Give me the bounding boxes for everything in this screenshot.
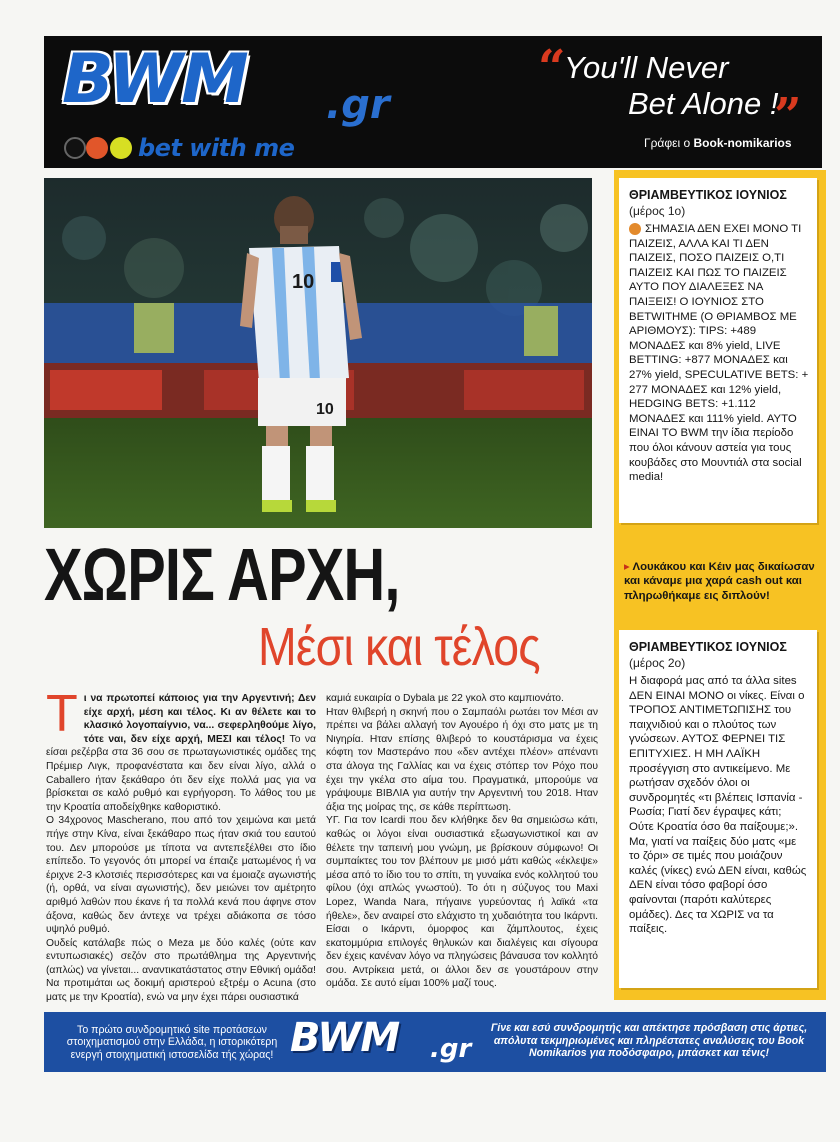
article-paragraph: Ουδείς κατάλαβε πώς ο Meza με δύο καλές (ούτε καν εντυπωσιακές) σεζόν στο πρωτάθλημα της Αργεντινής (απλώς) να γίνεται... αναντικατάστατος στην Εθνική ομάδα! Να προτιμάται ως δοκιμή αριστερού εξτρέμ ο Acuna (στο ματς με την Κροατία), ενώ να μην έχει πάρει ουσιαστικά — [46, 937, 316, 1004]
footer-left-text: Το πρώτο συνδρομητικό site προτάσεων στοιχηματισμού στην Ελλάδα, η ιστορικότερη ενεργή στοιχηματική ιστοσελίδα τής χώρας! — [66, 1024, 278, 1061]
article-text: Το να είσαι ρεζέρβα στα 36 σου σε πρωταγωνιστικές ομάδες της Πρέμιερ Λιγκ, προφανέστατα και δεν είναι λίγο, αλλά ο Caballero ήταν ξεκάθαρο ότι δεν είχε πολλά μας για να βρίσκεται σε καλό ρυθμό και εγρήγορση. Το λάθος του με την Κροατία αποδείχθηκε καθοριστικό. — [46, 733, 317, 813]
quote-open-mark: “ — [538, 40, 566, 96]
article-paragraph: Ο 34χρονος Mascherano, που από τον χειμώνα και μετά πήγε στην Κίνα, είναι ξεκάθαρο πως ήταν σκιά του εαυτού του. Δεν μπορούσε με τίποτα να αντεπεξέλθει στο ίδιο επίπεδο. Το γεγονός ότι μπορεί να έπαιζε ματωμένος ή να έριχνε 2-3 κλοτσιές περισσότερες και να έμοιαζε αγωνιστής (ή, ορθά, να είναι αγωνιστής), δεν μειώνει τον αμέτρητο αριθμό λαθών που έκανε ή τα πολλά κενά που άφηνε στον άξονα, καθώς δεν άντεχε να τρέχει αδιάκοπα σε τόσο υψηλό ρυθμό. — [46, 815, 316, 936]
sidebar-note — [624, 560, 820, 603]
article-photo — [44, 178, 592, 528]
subheadline: Μέσι και τέλος — [258, 617, 540, 677]
header-banner — [44, 36, 822, 168]
byline-author: Book-nomikarios — [693, 136, 792, 150]
logo-domain: .gr — [326, 82, 390, 128]
sidebar-box-part1 — [619, 178, 817, 523]
dropcap: Τ — [46, 685, 78, 743]
basketball-icon — [86, 137, 108, 159]
bullet-icon — [629, 223, 641, 235]
sidebar-box-part2 — [619, 630, 817, 988]
footer-advert — [44, 1012, 826, 1072]
sidebar — [614, 170, 826, 1000]
byline — [644, 136, 792, 150]
footer-bwm-logo: BWM — [290, 1015, 400, 1061]
footer-right-text: Γίνε και εσύ συνδρομητής και απέκτησε πρόσβαση στις άρτιες, απόλυτα τεκμηριωμένες και πληρέστατες αναλύσεις του Book Nomikarios για ποδόσφαιρο, μπάσκετ και τένις! — [490, 1022, 808, 1060]
sports-balls-icon — [64, 135, 134, 161]
arrow-right-icon: ▸ — [624, 561, 633, 573]
box-subtitle: (μέρος 2ο) — [629, 656, 686, 670]
soccer-ball-icon — [64, 137, 86, 159]
logo-tagline: bet with me — [138, 134, 295, 162]
box-text — [629, 222, 809, 485]
box-subtitle: (μέρος 1ο) — [629, 204, 686, 218]
article-column-1 — [46, 685, 317, 1005]
footer-logo-domain: .gr — [430, 1034, 472, 1064]
box-title: ΘΡΙΑΜΒΕΥΤΙΚΟΣ ΙΟΥΝΙΟΣ — [629, 188, 787, 202]
shorts-number: 10 — [316, 401, 334, 418]
quote-close-mark: ” — [774, 88, 802, 144]
article-lead: ι να πρωτοπεί κάποιος για την Αργεντινή; Δεν είχε αρχή, μέση και τέλος. Κι αν θέλετε και το κλασικό λογοπαίγνιο, να... σεφερληθούμε λίγο, τότε ναι, δεν είχε αρχή, ΜΕΣΙ και τέλος! — [83, 693, 316, 745]
jersey-number: 10 — [292, 271, 315, 293]
slogan-line-2: Bet Alone ! — [628, 86, 779, 121]
tennis-ball-icon — [110, 137, 132, 159]
football-player-photo — [44, 178, 592, 528]
note-text: Λουκάκου και Κέιν μας δικαίωσαν και κάναμε μια χαρά cash out και πληρωθήκαμε εις διπλούν! — [624, 561, 815, 602]
headline: ΧΩΡΙΣ ΑΡΧΗ, — [44, 533, 400, 616]
byline-prefix: Γράφει ο — [644, 136, 694, 150]
article-paragraph: καμιά ευκαιρία ο Dybala με 22 γκολ στο καμπιονάτο. — [326, 693, 564, 704]
article-lead-paragraph — [46, 685, 317, 814]
box-text: Η διαφορά μας από τα άλλα sites ΔΕΝ ΕΙΝΑΙ ΜΟΝΟ οι νίκες. Είναι ο ΤΡΟΠΟΣ ΑΝΤΙΜΕΤΩΠΙΣΗΣ του παιχνιδιού και ο πλούτος των γνώσεων. ΑΥΤΟΣ ΦΕΡΝΕΙ ΤΙΣ ΕΠΙΤΥΧΙΕΣ. Η ΜΗ ΛΑΪΚΗ προσέγγιση στο αντικείμενο. Με ρωτήσαν σχεδόν όλοι οι συνδρομητές «τι βλέπεις Ισπανία - Ρωσία; Γιατί δεν έγραψες κάτι; Ούτε Κροατία όσο θα παίξουμε;». Μα, γιατί να παίξεις δύο ματς «με το ζόρι» σε τιμές που μοιάζουν καλές (νίκες) ενώ ΔΕΝ είναι, καθώς ΔΕΝ είναι τόσο φαβορί όσο φαίνονται (παρότι καλύτερες ομάδες). Δες τα ΧΩΡΙΣ να τα παίξεις. — [629, 675, 807, 936]
box-text-content: ΣΗΜΑΣΙΑ ΔΕΝ ΕΧΕΙ ΜΟΝΟ ΤΙ ΠΑΙΖΕΙΣ, ΑΛΛΑ ΚΑΙ ΤΙ ΔΕΝ ΠΑΙΖΕΙΣ, ΠΟΣΟ ΠΑΙΖΕΙΣ Ο,ΤΙ ΠΑΙΖΕΙΣ ΚΑΙ ΠΩΣ ΤΟ ΠΑΙΖΕΙΣ ΑΥΤΟ ΠΟΥ ΔΙΑΛΕΞΕΣ ΝΑ ΠΑΙΞΕΙΣ! Ο ΙΟΥΝΙΟΣ ΣΤΟ BETWITHME (Ο ΘΡΙΑΜΒΟΣ ΜΕ ΑΡΙΘΜΟΥΣ): TIPS: +489 ΜΟΝΑΔΕΣ και 8% yield, LIVE BETTING: +877 ΜΟΝΑΔΕΣ και 27% yield, SPECULATIVE BETS: + 277 ΜΟΝΑΔΕΣ και 12% yield, HEDGING BETS: +1.112 ΜΟΝΑΔΕΣ και 111% yield. ΑΥΤΟ ΕΙΝΑΙ ΤΟ BWM την ίδια περίοδο που όλοι κάνουν αστεία για τους κουβάδες στο Μουντιάλ στα social media! — [629, 223, 809, 484]
article-column-2 — [326, 692, 598, 991]
article-paragraph: Ηταν θλιβερή η σκηνή που ο Σαμπαόλι ρωτάει τον Μέσι αν πρέπει να βάλει αλλαγή τον Αγουέρο ή όχι στο ματς με τη Νιγηρία. Ηταν επίσης θλιβερό το κουστάρισμα να έχεις κόφτη τον Μαστεράνο που «δεν αντέχει πλέον» απέναντι στα άλογα της Γαλλίας και να έχεις στόπερ τον Ρόχο που έχει την γκέλα στο αίμα του. Πραγματικά, μπορούμε να γράψουμε ΒΙΒΛΙΑ για αυτήν την Αργεντινή του 2018. Ηταν άξια της μοίρας της, σε κάθε περίπτωση. — [326, 706, 598, 813]
box-title: ΘΡΙΑΜΒΕΥΤΙΚΟΣ ΙΟΥΝΙΟΣ — [629, 640, 787, 654]
article-paragraph: ΥΓ. Για τον Icardi που δεν κλήθηκε δεν θα σημειώσω κάτι, καθώς οι λόγοι είναι ουσιαστικά εξωαγωνιστικοί και αν θέλετε την ταπεινή μου γνώμη, με βρίσκουν σύμφωνο! Οι συμπαίκτες του τον βλέπουν με μισό μάτι καθώς «έκλεψε» μέσα από το ίδιο του το σπίτι, τη γυναίκα ενός κολλητού του φίλου (όχι απλώς γνωστού). Το ότι η σύζυγος του Maxi Lopez, Wanda Nara, πήγαινε γυρεύοντας ή λαϊκά «τα ήθελε», δεν αναιρεί στο ελάχιστο τη χυδαιότητα του Ικάρντι. Είσαι ο Ικάρντι, όμορφος και ζάμπλουτος, έχεις εκατομμύρια επιλογές θηλυκών και διαλέγεις και σίγουρα δεν έχεις κανέναν λόγο να πληγώσεις βάναυσα τον κολλητό σου. Αντρίκεια μετά, οι άλλοι δεν σε γουστάρουν στην ομάδα. Σε αυτό είμαι 100% μαζί τους. — [326, 815, 598, 990]
slogan-line-1: You'll Never — [564, 50, 729, 85]
bwm-logo: BWM — [62, 40, 247, 119]
